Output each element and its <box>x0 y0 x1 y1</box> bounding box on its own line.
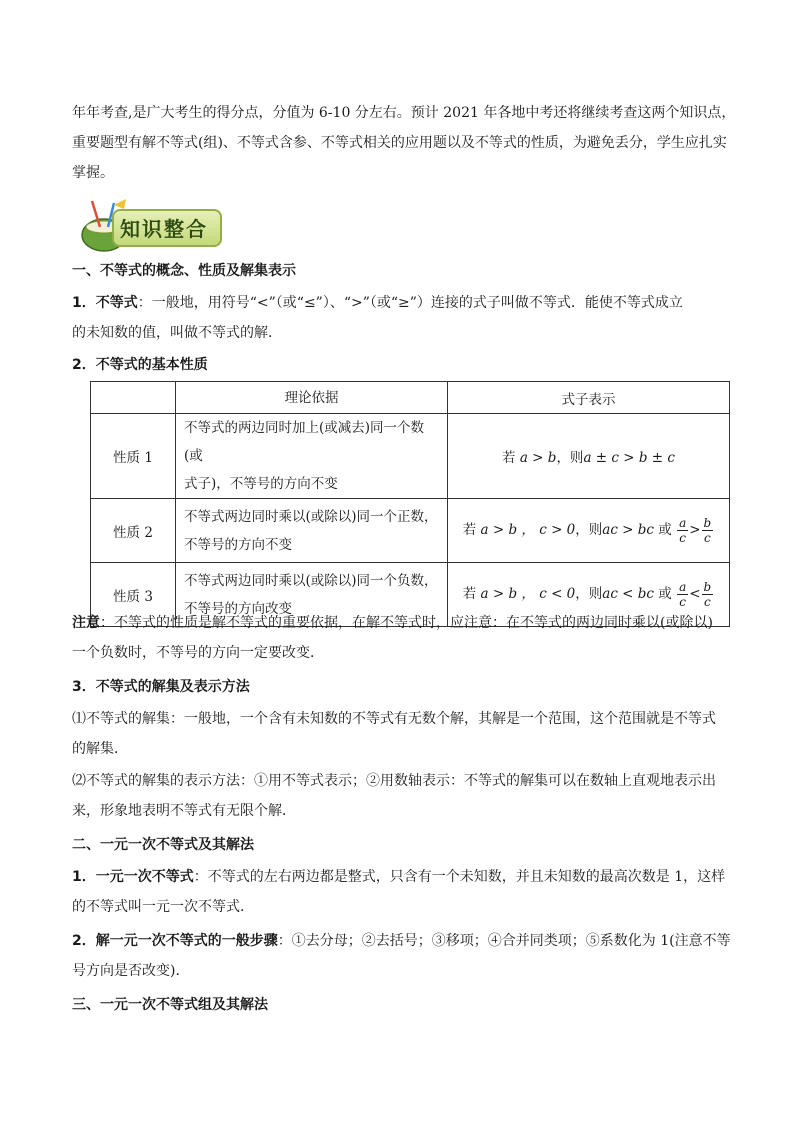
numerator: a <box>679 580 687 594</box>
section-1-item-2: 2．不等式的基本性质 <box>72 357 208 373</box>
fraction-b-over-c <box>702 516 714 545</box>
item-text: ：不等式的左右两边都是整式，只含有一个未知数，并且未知数的最高次数是 1，这样 <box>193 869 726 885</box>
expr-condition: a > b ， c < 0 <box>480 586 576 602</box>
fraction-b-over-c <box>702 580 714 609</box>
denominator: c <box>679 531 687 545</box>
item-heading: 1．不等式 <box>72 295 138 311</box>
numerator: b <box>703 516 712 530</box>
section-2-item-1-cont: 的不等式叫一元一次不等式． <box>72 899 254 915</box>
intro-line-3: 掌握。 <box>72 165 114 181</box>
item-text: ：①去分母；②去括号；③移项；④合并同类项；⑤系数化为 1(注意不等 <box>277 933 731 949</box>
basis-line: 式子)，不等号的方向不变 <box>184 476 338 492</box>
knowledge-badge <box>74 197 222 253</box>
expr-or: 或 <box>658 522 672 538</box>
note-line-2: 一个负数时，不等号的方向一定要改变． <box>72 645 324 661</box>
fraction-a-over-c <box>677 580 688 609</box>
header-cell-basis: 理论依据 <box>176 382 448 414</box>
section-2-item-1 <box>72 862 732 892</box>
item-heading: 1．一元一次不等式 <box>72 869 194 885</box>
section-2-title: 二、一元一次不等式及其解法 <box>72 837 254 853</box>
denominator: c <box>704 595 711 609</box>
solution-set-definition: ⑴不等式的解集：一般地，一个含有未知数的不等式有无数个解，其解是一个范围，这个范围就是不等式 <box>72 711 716 727</box>
denominator: c <box>679 595 687 609</box>
table-row <box>91 499 730 563</box>
expr-then: ，则 <box>575 522 603 538</box>
basis-line: 不等式两边同时乘以(或除以)同一个负数， <box>184 572 438 589</box>
denominator: c <box>704 531 711 545</box>
expr-then: ，则 <box>556 450 584 466</box>
solution-set-representation: ⑵不等式的解集的表示方法：①用不等式表示；②用数轴表示：不等式的解集可以在数轴上直观地表示出 <box>72 773 716 789</box>
expr-or: 或 <box>658 586 672 602</box>
header-cell-expression: 式子表示 <box>448 382 730 414</box>
fraction-operator: < <box>689 586 701 602</box>
table-row <box>91 414 730 499</box>
note-line-1 <box>72 608 732 638</box>
section-2-item-2 <box>72 926 732 956</box>
expr-prefix: 若 <box>502 450 516 466</box>
section-1-title: 一、不等式的概念、性质及解集表示 <box>72 263 296 279</box>
intro-line-1: 年年考查,是广大考生的得分点，分值为 6-10 分左右。预计 2021 年各地中考还将继续考查这两个知识点， <box>72 105 736 121</box>
properties-table <box>90 381 730 627</box>
expr-result: a ± c > b ± c <box>583 450 675 466</box>
section-1-item-3: 3．不等式的解集及表示方法 <box>72 679 250 695</box>
table-header-row <box>91 382 730 414</box>
basis-line: 不等式的两边同时加上(或减去)同一个数(或 <box>184 420 425 464</box>
intro-line-2: 重要题型有解不等式(组)、不等式含参、不等式相关的应用题以及不等式的性质，为避免丢分，学生应扎实 <box>72 135 727 151</box>
fraction-operator: > <box>689 522 701 538</box>
solution-set-definition-cont: 的解集． <box>72 741 128 757</box>
numerator: b <box>703 580 712 594</box>
basis-line: 不等号的方向不变 <box>184 536 292 553</box>
note-heading: 注意 <box>72 615 100 631</box>
basis-line: 不等式两边同时乘以(或除以)同一个正数， <box>184 508 438 525</box>
item-heading: 2．解一元一次不等式的一般步骤 <box>72 933 278 949</box>
numerator: a <box>679 516 687 530</box>
expr-result: ac > bc <box>602 522 654 538</box>
expr-result: ac < bc <box>602 586 654 602</box>
section-2-item-2-cont: 号方向是否改变)． <box>72 963 190 979</box>
property-expression <box>448 414 730 499</box>
fraction-a-over-c <box>677 516 688 545</box>
section-1-item-1 <box>72 288 732 318</box>
expr-prefix: 若 <box>462 586 477 602</box>
item-text: ：一般地，用符号“<”（或“≤”）、“>”（或“≥”）连接的式子叫做不等式．能使不等式成立 <box>137 295 683 311</box>
expr-condition: a > b <box>519 450 557 466</box>
section-3-title: 三、一元一次不等式组及其解法 <box>72 997 268 1013</box>
header-cell-empty <box>91 382 176 414</box>
expr-prefix: 若 <box>462 522 477 538</box>
badge-label: 知识整合 <box>120 217 208 241</box>
property-basis <box>176 414 448 499</box>
note-text: ：不等式的性质是解不等式的重要依据，在解不等式时，应注意：在不等式的两边同时乘以(或除以) <box>100 615 713 631</box>
property-name: 性质 2 <box>91 499 176 563</box>
section-1-item-1-cont: 的未知数的值，叫做不等式的解． <box>72 325 282 341</box>
property-name: 性质 1 <box>91 414 176 499</box>
basis-line: 不等号的方向改变 <box>184 600 292 617</box>
expr-then: ，则 <box>575 586 603 602</box>
property-name: 性质 3 <box>91 563 176 627</box>
property-expression <box>448 499 730 563</box>
property-basis <box>176 499 448 563</box>
solution-set-representation-cont: 来，形象地表明不等式有无限个解． <box>72 803 296 819</box>
expr-condition: a > b ， c > 0 <box>480 522 576 538</box>
